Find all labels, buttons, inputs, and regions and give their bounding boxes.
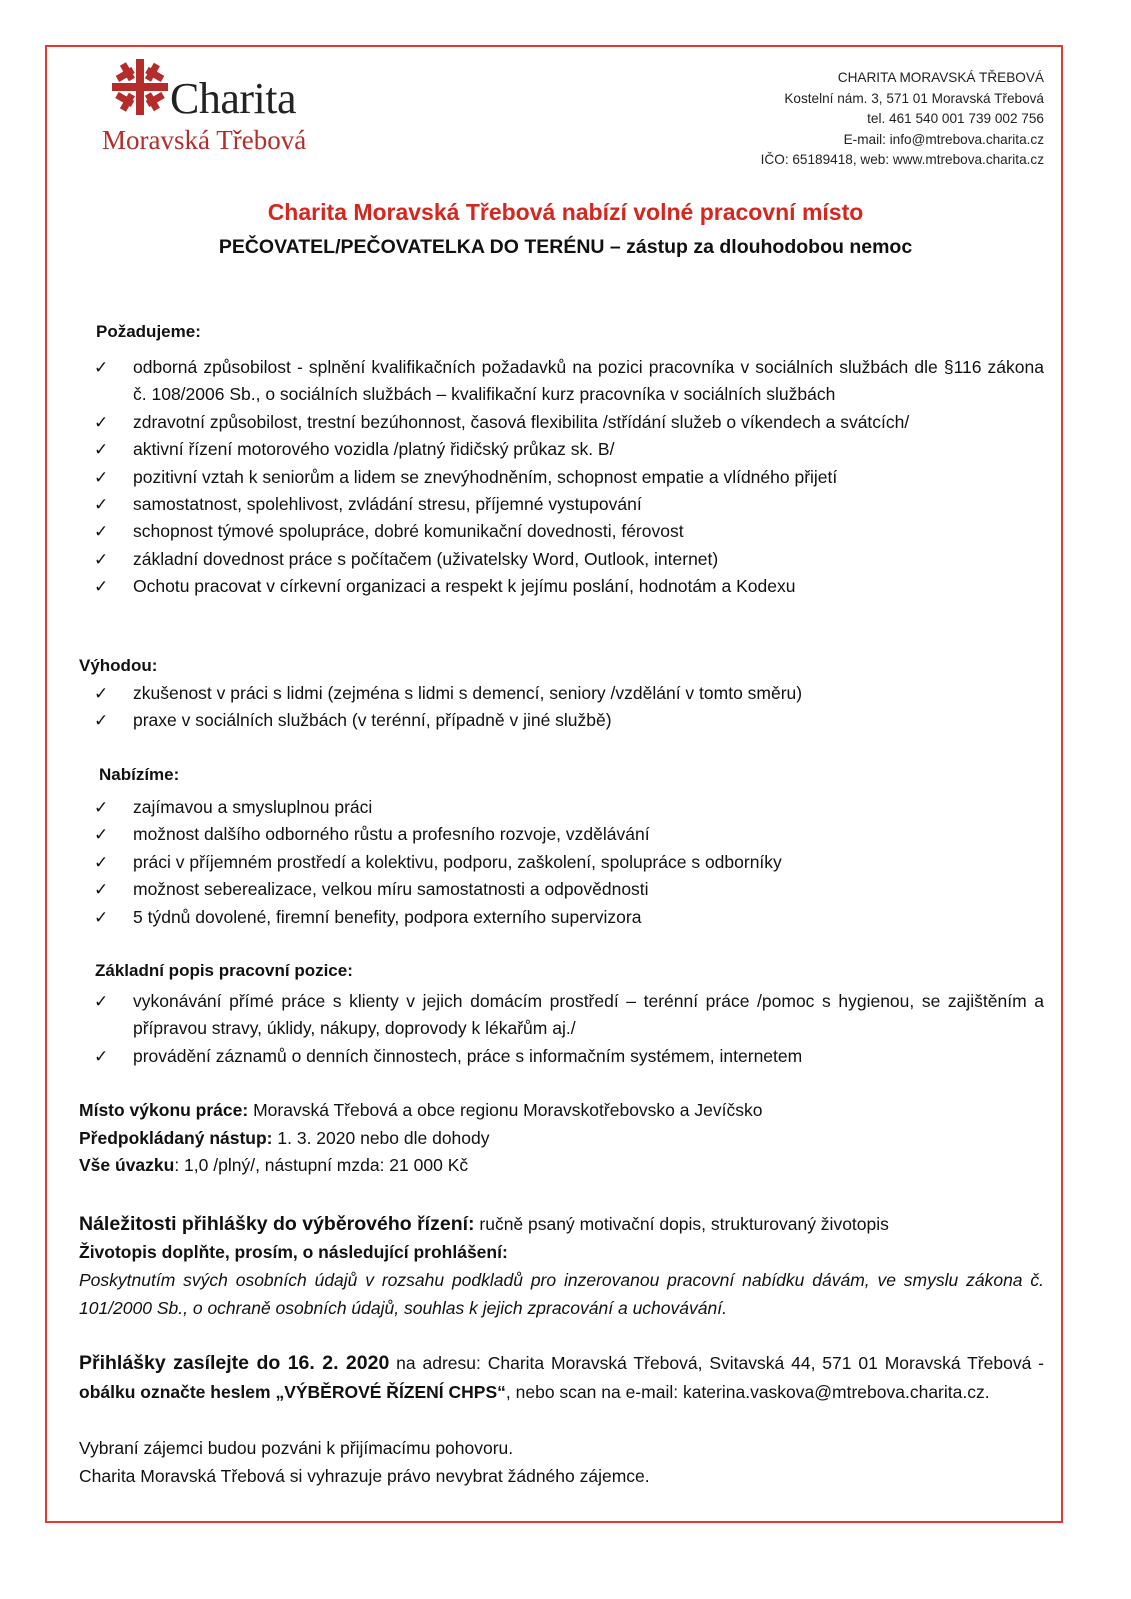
contact-phone: tel. 461 540 001 739 002 756 bbox=[867, 111, 1044, 126]
envelope-mark-label: obálku označte heslem „VÝBĚROVÉ ŘÍZENÍ CHPS“ bbox=[79, 1381, 506, 1402]
section-heading-offer: Nabízíme: bbox=[99, 765, 180, 784]
reserve-note: Charita Moravská Třebová si vyhrazuje právo nevybrat žádného zájemce. bbox=[79, 1465, 650, 1486]
list-item-text: základní dovednost práce s počítačem (uživatelsky Word, Outlook, internet) bbox=[133, 548, 719, 569]
list-item-text: práci v příjemném prostředí a kolektivu, podporu, zaškolení, spolupráce s odborníky bbox=[133, 851, 782, 872]
list-item bbox=[94, 707, 1044, 734]
checkmark-icon: ✓ bbox=[94, 522, 109, 542]
list-item-text: možnost dalšího odborného růstu a profesního rozvoje, vzdělávání bbox=[133, 824, 650, 845]
checkmark-icon: ✓ bbox=[94, 798, 109, 817]
list-item-text: zajímavou a smysluplnou práci bbox=[133, 797, 373, 817]
email-text: , nebo scan na e-mail: katerina.vaskova@mtrebova.charita.cz. bbox=[505, 1381, 990, 1402]
application-req-value: ručně psaný motivační dopis, strukturovaný životopis bbox=[474, 1214, 889, 1234]
deadline-label: Přihlášky zasílejte do 16. 2. 2020 bbox=[79, 1352, 390, 1374]
start-date-line bbox=[79, 1125, 1049, 1153]
list-item bbox=[94, 794, 1044, 821]
section-heading-advantages: Výhodou: bbox=[79, 656, 158, 675]
offer-list bbox=[94, 794, 1044, 931]
section-heading-requirements: Požadujeme: bbox=[96, 322, 201, 341]
contact-org: CHARITA MORAVSKÁ TŘEBOVÁ bbox=[837, 70, 1044, 85]
list-item bbox=[94, 821, 1044, 848]
job-details bbox=[79, 1097, 1049, 1180]
list-item-text: Ochotu pracovat v církevní organizaci a respekt k jejímu poslání, hodnotám a Kodexu bbox=[133, 576, 796, 597]
list-item-text: odborná způsobilost - splnění kvalifikačních požadavků na pozici pracovníka v sociálních službách dle §116 zákona č. 108/2006 Sb., o sociálních službách – kvalifikační kurz pracovníka v sociálních službách bbox=[133, 357, 1044, 405]
list-item-text: samostatnost, spolehlivost, zvládání stresu, příjemné vystupování bbox=[133, 494, 642, 515]
job-description-list bbox=[94, 988, 1044, 1070]
checkmark-icon: ✓ bbox=[94, 467, 109, 487]
checkmark-icon: ✓ bbox=[94, 880, 109, 900]
list-item-text: schopnost týmové spolupráce, dobré komunikační dovednosti, férovost bbox=[133, 521, 684, 542]
list-item-text: praxe v sociálních službách (v terénní, případně v jiné službě) bbox=[133, 710, 612, 731]
checkmark-icon: ✓ bbox=[94, 825, 109, 845]
list-item-text: vykonávání přímé práce s klienty v jejich domácím prostředí – terénní práce /pomoc s hygienou, se zajištěním a přípravou stravy, úklidy, nákupy, doprovody k lékařům aj./ bbox=[133, 991, 1044, 1039]
checkmark-icon: ✓ bbox=[94, 907, 109, 927]
list-item bbox=[94, 409, 1044, 436]
page-title: Charita Moravská Třebová nabízí volné pracovní místo bbox=[267, 199, 864, 225]
work-place-line bbox=[79, 1097, 1049, 1125]
list-item bbox=[94, 849, 1044, 876]
requirements-list bbox=[94, 354, 1044, 601]
workload-value: : 1,0 /plný/, nástupní mzda: 21 000 Kč bbox=[174, 1155, 469, 1175]
cv-note-label: Životopis doplňte, prosím, o následující prohlášení: bbox=[79, 1241, 508, 1262]
list-item bbox=[94, 518, 1044, 545]
section-heading-job-description: Základní popis pracovní pozice: bbox=[95, 961, 353, 980]
closing-notes bbox=[79, 1435, 1049, 1490]
list-item bbox=[94, 436, 1044, 463]
invite-note: Vybraní zájemci budou pozváni k přijímacímu pohovoru. bbox=[79, 1438, 514, 1458]
submission-instructions bbox=[79, 1349, 1044, 1406]
charita-cross-icon bbox=[110, 57, 170, 117]
logo-location: Moravská Třebová bbox=[102, 125, 307, 155]
position-title: PEČOVATEL/PEČOVATELKA DO TERÉNU – zástup za dlouhodobou nemoc bbox=[218, 236, 913, 258]
checkmark-icon: ✓ bbox=[94, 577, 109, 597]
list-item-text: provádění záznamů o denních činnostech, práce s informačním systémem, internetem bbox=[133, 1045, 803, 1066]
checkmark-icon: ✓ bbox=[94, 852, 109, 872]
list-item bbox=[94, 573, 1044, 600]
start-date-label: Předpokládaný nástup: bbox=[79, 1127, 273, 1148]
checkmark-icon: ✓ bbox=[94, 992, 109, 1011]
work-place-label: Místo výkonu práce: bbox=[79, 1100, 249, 1120]
contact-ico-web: IČO: 65189418, web: www.mtrebova.charita.cz bbox=[760, 152, 1044, 167]
list-item bbox=[94, 491, 1044, 518]
list-item-text: možnost seberealizace, velkou míru samostatnosti a odpovědnosti bbox=[133, 879, 649, 900]
list-item bbox=[94, 876, 1044, 903]
application-requirements bbox=[79, 1211, 1049, 1266]
charita-logo bbox=[102, 55, 316, 165]
application-req-line bbox=[79, 1211, 1049, 1239]
list-item bbox=[94, 546, 1044, 573]
checkmark-icon: ✓ bbox=[94, 1046, 109, 1066]
contact-block bbox=[761, 68, 1044, 171]
application-req-label: Náležitosti přihlášky do výběrového řízení: bbox=[79, 1213, 475, 1235]
list-item-text: zdravotní způsobilost, trestní bezúhonnost, časová flexibilita /střídání služeb o víkendech a svátcích/ bbox=[133, 411, 910, 432]
address-text: na adresu: Charita Moravská Třebová, Svitavská 44, 571 01 Moravská Třebová - bbox=[389, 1353, 1044, 1373]
list-item-text: zkušenost v práci s lidmi (zejména s lidmi s demencí, seniory /vzdělání v tomto směru) bbox=[133, 683, 803, 703]
advantages-list bbox=[94, 680, 1044, 735]
list-item-text: pozitivní vztah k seniorům a lidem se znevýhodněním, schopnost empatie a vlídného přijetí bbox=[133, 466, 838, 487]
consent-statement: Poskytnutím svých osobních údajů v rozsahu podkladů pro inzerovanou pracovní nabídku dávám, ve smyslu zákona č. 101/2000 Sb., o ochraně osobních údajů, souhlas k jejich zpracování a uchovávání. bbox=[79, 1270, 1044, 1318]
list-item-text: 5 týdnů dovolené, firemní benefity, podpora externího supervizora bbox=[133, 906, 642, 927]
workload-label: Vše úvazku bbox=[79, 1155, 175, 1175]
checkmark-icon: ✓ bbox=[94, 358, 109, 377]
list-item bbox=[94, 1043, 1044, 1070]
checkmark-icon: ✓ bbox=[94, 549, 109, 569]
checkmark-icon: ✓ bbox=[94, 711, 109, 731]
list-item bbox=[94, 354, 1044, 409]
list-item bbox=[94, 464, 1044, 491]
checkmark-icon: ✓ bbox=[94, 412, 109, 432]
workload-line bbox=[79, 1152, 1049, 1180]
checkmark-icon: ✓ bbox=[94, 440, 109, 460]
list-item bbox=[94, 680, 1044, 707]
work-place-value: Moravská Třebová a obce regionu Moravskotřebovsko a Jevíčsko bbox=[248, 1100, 763, 1120]
contact-email: E-mail: info@mtrebova.charita.cz bbox=[843, 131, 1044, 147]
list-item bbox=[94, 904, 1044, 931]
start-date-value: 1. 3. 2020 nebo dle dohody bbox=[272, 1127, 490, 1148]
checkmark-icon: ✓ bbox=[94, 684, 109, 703]
list-item bbox=[94, 988, 1044, 1043]
list-item-text: aktivní řízení motorového vozidla /platný řidičský průkaz sk. B/ bbox=[133, 439, 615, 460]
checkmark-icon: ✓ bbox=[94, 495, 109, 515]
logo-wordmark: Charita bbox=[170, 74, 297, 123]
contact-address: Kostelní nám. 3, 571 01 Moravská Třebová bbox=[784, 90, 1044, 106]
